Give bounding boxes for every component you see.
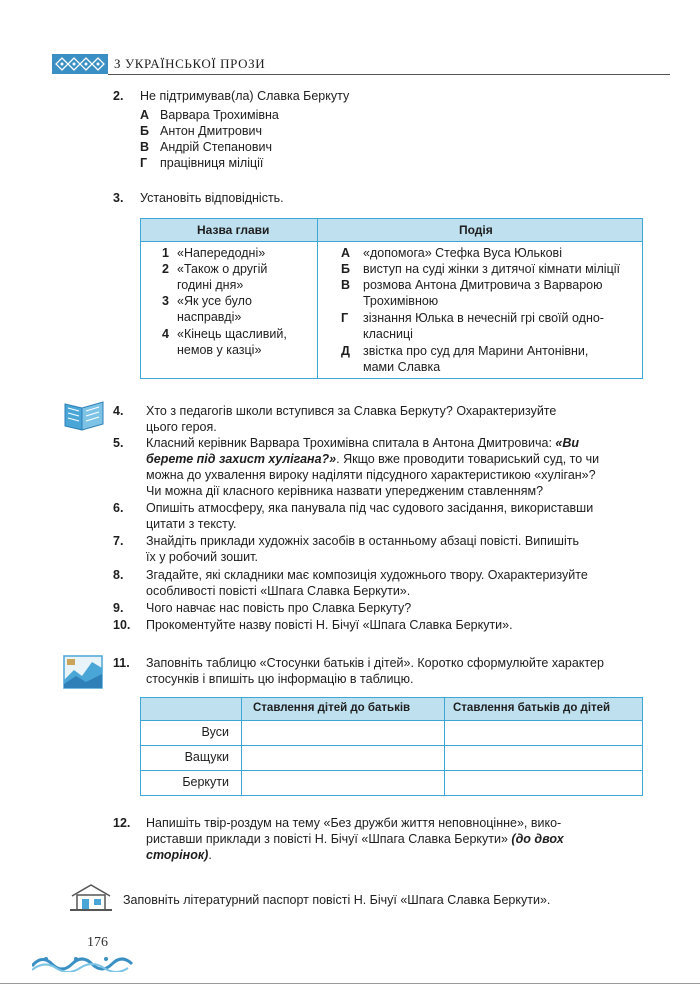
column-header-children: Ставлення дітей до батьків <box>253 702 411 714</box>
question-number: 4. <box>113 404 124 418</box>
event-row <box>341 344 641 376</box>
chapter-row <box>155 246 315 262</box>
section-title: З УКРАЇНСЬКОЇ ПРОЗИ <box>114 56 266 71</box>
event-letter: А <box>341 246 351 260</box>
row-divider <box>141 745 642 746</box>
wave-ornament-icon <box>32 950 142 972</box>
question-9 <box>113 600 643 616</box>
question-text <box>146 831 564 847</box>
chapter-row <box>155 262 315 294</box>
option-text: Антон Дмитрович <box>160 124 262 138</box>
question-text: Згадайте, які складники має композиція художнього твору. Охарактеризуйте <box>146 568 588 582</box>
column-divider <box>444 698 445 795</box>
question-number: 2. <box>113 89 124 103</box>
event-text: класниці <box>363 326 413 341</box>
question-text-part: риставши приклади з повісті Н. Бічуї «Шпага Славка Беркути» <box>146 832 512 846</box>
question-text: Чого навчає нас повість про Славка Беркуту? <box>146 601 412 615</box>
question-3 <box>113 190 653 208</box>
question-text: цього героя. <box>146 420 217 434</box>
chapter-title: немов у казці» <box>177 342 262 357</box>
question-text: Напишіть твір-роздум на тему «Без дружби життя неповноцінне», вико- <box>146 816 562 830</box>
chapter-number: 1 <box>162 246 169 260</box>
question-6 <box>113 500 643 532</box>
question-text <box>146 451 599 467</box>
column-divider <box>317 219 318 378</box>
column-divider <box>241 698 242 795</box>
event-row <box>341 262 641 278</box>
family-label: Ващуки <box>184 750 229 764</box>
option-letter: Б <box>140 124 149 138</box>
question-text-part: . Якщо вже проводити товариський суд, то чи <box>336 452 600 466</box>
column-header-chapter: Назва глави <box>197 223 270 237</box>
option-letter: В <box>140 140 150 154</box>
question-text: Опишіть атмосферу, яка панувала під час судового засідання, використавши <box>146 501 594 515</box>
chapter-number: 2 <box>162 262 169 276</box>
event-letter: Б <box>341 262 350 276</box>
page-number: 176 <box>87 935 108 950</box>
length-note: сторінок) <box>146 848 209 862</box>
question-7 <box>113 533 643 565</box>
event-text: розмова Антона Дмитровича з Варварою <box>363 278 603 292</box>
column-header-parents: Ставлення батьків до дітей <box>453 702 611 714</box>
question-text: Заповніть літературний паспорт повісті Н. Бічуї «Шпага Славка Беркути». <box>123 893 551 907</box>
relations-table-header <box>141 698 642 721</box>
matching-table-header <box>141 219 642 242</box>
matching-table <box>140 218 643 379</box>
question-13 <box>123 892 643 908</box>
length-note: (до двох <box>511 832 564 846</box>
house-icon <box>68 882 114 912</box>
option-letter: А <box>140 108 150 122</box>
event-text: «допомога» Стефка Вуса Юльковi <box>363 246 562 260</box>
question-text-part: . <box>208 848 212 862</box>
question-text: Не підтримував(ла) Славка Беркуту <box>140 89 350 103</box>
chapter-row <box>155 327 315 359</box>
event-text: мами Славка <box>363 359 441 374</box>
question-text <box>146 847 212 863</box>
event-row <box>341 311 641 343</box>
question-text: Чи можна дії класного керівника назвати упередженим ставленням? <box>146 484 544 498</box>
option-v <box>140 139 440 155</box>
question-10 <box>113 617 643 633</box>
question-text: можна до ухвалення вироку наділяти підсудного характеристикою «хуліган»? <box>146 468 596 482</box>
question-11 <box>113 655 643 687</box>
chapter-row <box>155 294 315 326</box>
question-text: їх у робочий зошит. <box>146 550 258 564</box>
event-text: звістка про суд для Марини Антонівни, <box>363 344 589 358</box>
question-2 <box>113 88 653 106</box>
event-letter: В <box>341 278 351 292</box>
chapter-title: «Як усе було <box>177 294 252 308</box>
footer-rule <box>0 983 700 984</box>
ornament-icon <box>52 54 108 74</box>
question-text: Хто з педагогів школи вступився за Славка Беркуту? Охарактеризуйте <box>146 404 557 418</box>
header-rule <box>108 74 670 75</box>
event-text: Трохимівною <box>363 293 439 308</box>
page-header <box>52 52 670 76</box>
event-letter: Д <box>341 344 350 358</box>
chapter-title: «Також о другій <box>177 262 268 276</box>
option-text: працівниця міліції <box>160 156 264 170</box>
chapter-title: годині дня» <box>177 277 244 292</box>
column-header-event: Подія <box>459 223 493 237</box>
question-12 <box>113 815 643 863</box>
question-5 <box>113 435 643 499</box>
question-text: стосунків і впишіть цю інформацію в таблицю. <box>146 672 414 686</box>
question-number: 8. <box>113 568 124 582</box>
chart-icon <box>62 654 104 690</box>
quote-text: берете під захист хулігана?» <box>146 452 337 466</box>
question-text-part: Класний керівник Варвара Трохимівна спитала в Антона Дмитровича: <box>146 436 556 450</box>
question-number: 5. <box>113 436 124 450</box>
question-number: 6. <box>113 501 124 515</box>
question-text: особливості повісті «Шпага Славка Беркути». <box>146 584 411 598</box>
chapter-title: «Напередодні» <box>177 246 266 260</box>
event-text: зізнання Юлька в нечесній грі своїй одно- <box>363 311 604 325</box>
question-text: цитати з тексту. <box>146 517 237 531</box>
relations-table <box>140 697 643 796</box>
question-text: Прокоментуйте назву повісті Н. Бічуї «Шпага Славка Беркути». <box>146 618 513 632</box>
option-b <box>140 123 440 139</box>
question-number: 11. <box>113 656 130 670</box>
event-text: виступ на суді жінки з дитячої кімнати міліції <box>363 262 620 276</box>
question-number: 9. <box>113 601 124 615</box>
chapter-title: «Кінець щасливий, <box>177 327 287 341</box>
chapter-number: 3 <box>162 294 169 308</box>
question-number: 10. <box>113 618 131 632</box>
question-8 <box>113 567 643 599</box>
option-text: Варвара Трохимівна <box>160 108 279 122</box>
event-row <box>341 278 641 310</box>
option-letter: Г <box>140 156 148 170</box>
option-a <box>140 107 440 123</box>
question-text: Заповніть таблицю «Стосунки батьків і дітей». Коротко сформулюйте характер <box>146 656 604 670</box>
question-text: Установіть відповідність. <box>140 191 284 205</box>
question-text <box>146 435 579 451</box>
question-number: 12. <box>113 816 131 830</box>
chapter-title: насправді» <box>177 309 242 324</box>
question-number: 7. <box>113 534 124 548</box>
family-label: Вуси <box>201 725 229 739</box>
event-letter: Г <box>341 311 349 325</box>
book-icon <box>62 398 106 432</box>
event-row <box>341 246 641 262</box>
option-g <box>140 155 440 171</box>
quote-text: «Ви <box>555 436 580 450</box>
chapter-number: 4 <box>162 327 169 341</box>
question-text: Знайдіть приклади художніх засобів в останньому абзаці повісті. Випишіть <box>146 534 579 548</box>
row-divider <box>141 770 642 771</box>
question-number: 3. <box>113 191 124 205</box>
option-text: Андрій Степанович <box>160 140 272 154</box>
family-label: Беркути <box>182 775 229 789</box>
question-4 <box>113 403 643 435</box>
